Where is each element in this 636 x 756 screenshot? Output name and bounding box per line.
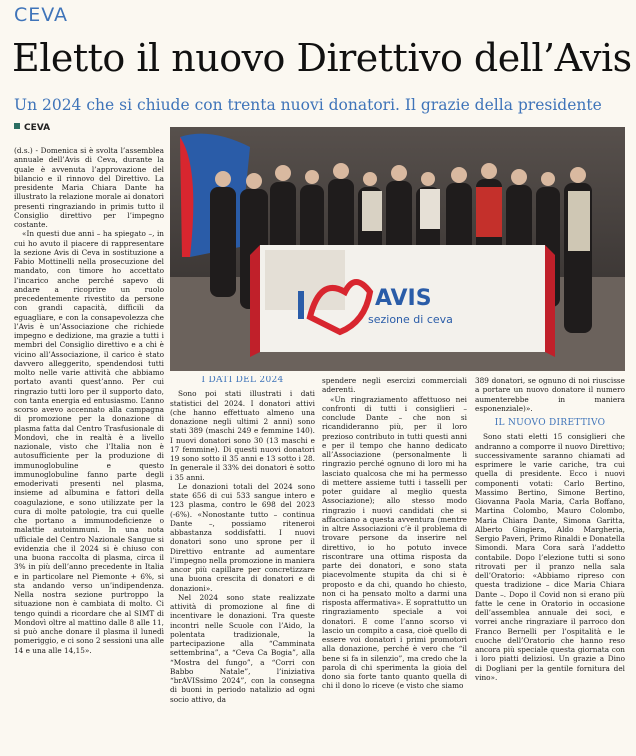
article-photo [170,127,625,371]
paragraph: 389 donatori, se ognuno di noi riuscisse a portare un nuovo donatore il numero aumenterebbe in maniera esponenziale)». [475,376,625,413]
section-heading-dati: I DATI DEL 2024 [201,376,284,385]
section-heading-direttivo: IL NUOVO DIRETTIVO [494,418,606,428]
paragraph: Sono poi stati illustrati i dati statistici del 2024. I donatori attivi (che hanno effettuato almeno una donazione negli ultimi 2 anni) sono stati 389 (maschi 249 e femmine 140). I nuovi donatori sono 30 (13 maschi e 17 femmine). Di questi nuovi donatori 19 sono sotto il 35 anni e 13 sotto i 28. In generale il 33% dei donatori è sotto i 35 anni. [170,389,315,482]
avis-logo-text: AVIS [375,286,432,311]
paragraph: «Un ringraziamento affettuoso nei confronti di tutti i consiglieri – conclude Dante – che non si ricandideranno più, per il loro prezioso contributo in tutti questi anni e per il tempo che hanno dedicato all’Associazione (personalmente li ringrazio perché ognuno di loro mi ha lasciato qualcosa che mi ha permesso di mettere assieme tutti i tasselli per poter guidare al meglio questa Associazione); allo stesso modo ringrazio i nuovi candidati che si affacciano a questa avventura (mentre in altre Associazioni c’è il problema di trovare persone da inserire nel direttivo, io ho potuto invece riscontrare una ottima risposta da parte dei donatori, e sono stata piacevolmente stupita da chi si è proposto e da chi, quando ho chiesto, non ci ha pensato molto a darmi una risposta affermativa». E soprattutto un ringraziamento speciale a voi donatori. E come l’anno scorso vi lascio un compito a casa, cioè quello di essere voi donatori i primi promotori alla donazione, perché è vero che “il bene si fa in silenzio”, ma credo che la parola di chi sperimenta la gioia del dono sia forte tanto quanto quella di chi il dono lo riceve (e visto che siamo [322,394,467,691]
banner-subtitle: sezione di ceva [368,313,453,326]
column-4 [475,376,625,750]
location-tag [14,123,50,133]
column-1 [14,146,164,750]
photo-illustration [170,127,625,371]
location-label: CEVA [24,123,51,133]
column-3 [322,376,467,750]
section-kicker: CEVA [14,4,69,26]
paragraph: Le donazioni totali del 2024 sono state 656 di cui 533 sangue intero e 123 plasma, contro le 698 del 2023 (-6%). «Nonostante tutto – continua Dante –, possiamo riteneroi abbastanza soddisfatti. I nuovi donatori sono uno sprone per il Direttivo entrante ad aumentare l’impegno nella promozione in maniera ancor più capillare per concretizzare una buona crescita di donatori e di donazioni». [170,481,315,593]
paragraph-2: «In questi due anni – ha spiegato –, in cui ho avuto il piacere di rappresentare la sezione Avis di Ceva in sostituzione a Fabio Mottinelli nella prosecuzione del mandato, con timore ho accettato l’incarico anche perché sapevo di andare a ricoprire un ruolo precedentemente rivestito da persone con grandi capacità, difficili da eguagliare, e con la consapevolezza che l’Avis è un’Associazione che richiede impegno e dedizione, ma grazie a tutti i membri del Consiglio direttivo e a chi è vicino all’Associazione, il carico è stato davvero alleggerito, spendendosi tutti molto nelle varie attività che abbiamo portato avanti quest’anno. Per cui ringrazio tutti loro per il supporto dato, con tanta energia ed entusiasmo. L’anno scorso avevo accennato alla campagna di promozione per la donazione di plasma fatta dal Centro Trasfusionale di Mondovì, che in realtà è a livello nazionale, visto che l’Italia non è autosufficiente per la produzione di immunoglobuline e questo immunoglobuline fanno parte degli emoderivati presenti nel plasma, insieme ad albumina e fattori della coagulazione, e sono utilizzate per la cura di molte patologie, tra cui quelle che portano a immunodeficienze o malattie autoimmuni. In una nota ufficiale del Centro Nazionale Sangue si evidenzia che il 2024 si è chiuso con una buona raccolta di plasma, circa il 3% in più dell’anno precedente in Italia e in particolare nel Piemonte + 6%, si sta andando verso un’indipendenza. Nella nostra sezione purtroppo la situazione non è cambiata di molto. Ci tengo quindi a ricordare che al SIMT di Mondovì oltre al mattino dalle 8 alle 11, si può anche donare il plasma il lunedì pomeriggio, e ci sono 2 sessioni una alle 14 e una alle 14,15». [14,229,164,655]
paragraph-1: (d.s.) - Domenica si è svolta l’assemblea annuale dell’Avis di Ceva, durante la quale è avvenuta l’approvazione del bilancio e il rinnovo del Direttivo. La presidente Maria Chiara Dante ha illustrato la relazione morale ai donatori presenti ringraziando in primis tutto il Consiglio direttivo per l’impegno costante. [14,146,164,229]
location-square-icon [14,123,20,129]
headline: Eletto il nuovo Direttivo dell’Avis [12,36,632,80]
subheadline: Un 2024 che si chiude con trenta nuovi donatori. Il grazie della presidente [14,96,602,114]
paragraph: Nel 2024 sono state realizzate attività di promozione al fine di incentivare le donazioni. Tra queste incontri nelle Scuole con l’Aido, la polentata tradizionale, la partecipazione alla “Camminata settembrina”, a “Ceva Ca Bogia”, alla “Mostra del fungo”, a “Corri con Babbo Natale”, l’iniziativa “brAVISsimo 2024”, con la consegna di buoni in periodo natalizio ad ogni socio attivo, da [170,592,315,704]
paragraph: Sono stati eletti 15 consiglieri che andranno a comporre il nuovo Direttivo; successivamente saranno chiamati ad esprimere le varie cariche, tra cui quella di presidente. Ecco i nuovi componenti votati: Carlo Bertino, Massimo Bertino, Simone Bertino, Giovanna Paola Maria, Carla Boffano, Martina Colombo, Mauro Colombo, Maria Chiara Dante, Simona Garitta, Alberto Gingiera, Aldo Margheria, Sergio Paveri, Primo Rinaldi e Donatella Simondi. Mara Cora sarà l’addetto contabile. Dopo l’elezione tutti si sono ritrovati per il pranzo nella sala dell’Oratorio: «Abbiamo ripreso con questa tradizione – dice Maria Chiara Dante –. Dopo il Covid non si erano più fatte le cene in Oratorio in occasione dell’assemblea annuale dei soci, e vorrei anche ringraziare il parroco don Franco Bernelli per l’ospitalità e le cuoche dell’Oratorio che hanno reso ancora più speciale questa giornata con i loro piatti deliziosi. Un grazie a Dino di Dogliani per la gentile fornitura del vino». [475,432,625,682]
paragraph: spendere negli esercizi commerciali aderenti. [322,376,467,395]
column-2 [170,376,315,750]
